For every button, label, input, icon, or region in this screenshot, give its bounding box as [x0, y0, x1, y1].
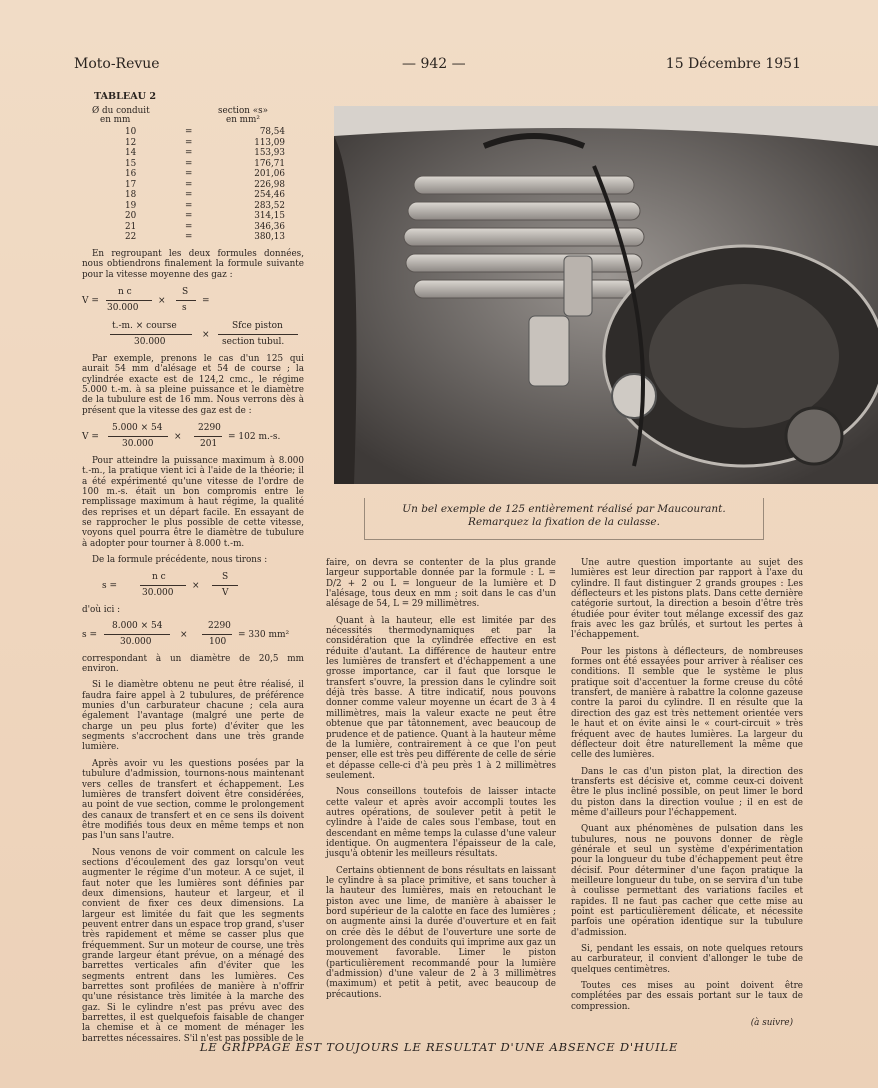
paragraph: d'où ici :: [82, 605, 121, 616]
table-row: [82, 159, 304, 170]
table-cell-equals: =: [185, 232, 193, 243]
table-col-diameter-unit: en mm: [100, 115, 131, 126]
column-1: [82, 92, 304, 1050]
formula-result: = 102 m.-s.: [228, 431, 281, 442]
formula-den: s: [182, 302, 187, 313]
table-cell-equals: =: [185, 148, 193, 159]
table-cell-diameter: 15: [125, 158, 137, 169]
table-cell-diameter: 21: [125, 221, 137, 232]
formula-num: n c: [118, 286, 132, 297]
formula-5: [82, 620, 304, 650]
formula-result: = 330 mm²: [238, 629, 290, 640]
formula-den: 30.000: [134, 336, 166, 347]
table-cell-diameter: 17: [125, 179, 137, 190]
paragraph: Si, pendant les essais, on note quelques retours au carburateur, il convient d'allonger le tube de quelques centimètres.: [571, 944, 803, 975]
paragraph: Dans le cas d'un piston plat, la direction des transferts est décisive et, comme ceux-ci doivent être le plus incliné possible, on peut limer le bord du piston dans la direction voulue ; il en est de même d'ailleurs pour l'échappement.: [571, 766, 803, 818]
paragraph: Après avoir vu les questions posées par la tubulure d'admission, tournons-nous maintenant vers celles de transfert et échappement. Les lumières de transfert doivent être considérées, au point de vue section, comme le prolongement des canaux de transfert et en ce sens ils doivent être modifiés tous deux en même temps et non pas l'un sans l'autre.: [82, 758, 304, 842]
paragraph: Pour atteindre la puissance maximum à 8.000 t.-m., la pratique vient ici à l'aide de la théorie; il a été expérimenté qu'une vitesse de l'ordre de 100 m.-s. était un bon compromis entre le remplissage maximum à haut régime, la qualité des reprises et un départ facile. En essayant de se rapprocher le plus possible de cette vitesse, voyons quel pourra être le diamètre de tubulure à adopter pour tourner à 8.000 t.-m.: [82, 455, 304, 549]
table-col-section: section «s»: [218, 106, 269, 117]
table-cell-diameter: 22: [125, 232, 137, 243]
formula-2: [82, 320, 304, 350]
formula-3: [82, 422, 304, 452]
page-footer-slogan: LE GRIPPAGE EST TOUJOURS LE RESULTAT D'UNE ABSENCE D'HUILE: [199, 1040, 679, 1054]
paragraph: faire, on devra se contenter de la plus grande largeur supportable donnée par la formule : L = D/2 + 2 ou L = longueur de la lumière et D l'alésage, tous deux en mm ; soit dans le cas d'un alésage de 54, L = 29 millimètres.: [326, 558, 556, 610]
paragraph: Si le diamètre obtenu ne peut être réalisé, il faudra faire appel à 2 tubulures, de préférence munies d'un carburateur chacune ; cela aura également l'avantage (malgré une perte de charge un peu plus forte) d'éviter que les segments s'accrochent dans une très grande lumière.: [82, 680, 304, 753]
table-row: [82, 138, 304, 149]
formula-den: 30.000: [120, 636, 152, 647]
caption-line: Un bel exemple de 125 entièrement réalisé par Maucourant.: [402, 503, 726, 515]
paragraph: Pour les pistons à déflecteurs, de nombreuses formes ont été essayées pour arriver à réaliser ces conditions. Il semble que le système le plus pratique soit d'accentuer la forme creuse du côté transfert, de manière à rabattre la colonne gazeuse contre la paroi du cylindre. Il en résulte que la direction des gaz est très nettement orientée vers le haut et on évite ainsi le « court-circuit » très fréquent avec de hautes lumières. La largeur du déflecteur doit être naturellement la même que celle des lumières.: [571, 646, 803, 761]
paragraph: Quant à la hauteur, elle est limitée par des nécessités thermodynamiques et par la considération que la cylindrée effective en est réduite d'autant. La différence de hauteur entre les lumières de transfert et d'échappement a une grosse importance, car il faut que lorsque le transfert s'ouvre, la pression dans le cylindre soit déjà très basse. A titre indicatif, nous pouvons donner comme valeur moyenne un écart de 3 à 4 millimètres, mais la valeur exacte ne peut être obtenue que par tâtonnement, avec beaucoup de prudence et de patience. Quant à la hauteur même de la lumière, contrairement à ce que l'on peut penser, elle est très peu différente de celle de série et dépasse celle-ci d'à peu près 1 à 2 millimètres seulement.: [326, 615, 556, 781]
paragraph: Toutes ces mises au point doivent être complétées par des essais portant sur le taux de compression.: [571, 981, 803, 1012]
formula-num: S: [182, 286, 189, 297]
table-cell-section: 314,15: [254, 211, 285, 222]
formula-lhs: s =: [82, 629, 98, 640]
table-cell-equals: =: [185, 169, 193, 180]
formula-times: ×: [202, 329, 210, 340]
paragraph: En regroupant les deux formules données, nous obtiendrons finalement la formule suivante pour la vitesse moyenne des gaz :: [82, 248, 304, 280]
formula-den: 100: [209, 636, 227, 647]
table-cell-section: 254,46: [254, 190, 285, 201]
table-row: [82, 148, 304, 159]
table-cell-equals: =: [185, 179, 193, 190]
formula-num: 8.000 × 54: [112, 620, 163, 631]
table-cell-diameter: 12: [125, 137, 137, 148]
photo-caption: [364, 498, 764, 540]
table-cell-diameter: 20: [125, 211, 137, 222]
table-cell-section: 201,06: [254, 169, 285, 180]
table-row: [82, 127, 304, 138]
issue-date: 15 Décembre 1951: [665, 56, 801, 72]
table-cell-section: 346,36: [254, 221, 285, 232]
formula-num: S: [222, 572, 229, 583]
formula-den: section tubul.: [222, 336, 285, 347]
table-cell-diameter: 18: [125, 190, 137, 201]
paragraph: Une autre question importante au sujet des lumières est leur direction par rapport à l'axe du cylindre. Il faut distinguer 2 grands groupes : Les déflecteurs et les pistons plats. Dans cette dernière catégorie surtout, la direction a besoin d'être très étudiée pour éviter tout mélange excessif des gaz frais avec les gaz brûlés, et surtout les pertes à l'échappement.: [571, 558, 803, 641]
table-cell-section: 113,09: [254, 137, 285, 148]
table-row: [82, 201, 304, 212]
table-cell-section: 380,13: [254, 232, 285, 243]
formula-times: ×: [192, 581, 200, 592]
formula-num: Sfce piston: [232, 320, 283, 331]
caption-line: Remarquez la fixation de la culasse.: [468, 516, 660, 528]
table-cell-diameter: 10: [125, 127, 137, 138]
formula-num: n c: [152, 572, 166, 583]
table-row: [82, 190, 304, 201]
table-cell-section: 78,54: [259, 127, 285, 138]
table-cell-diameter: 19: [125, 200, 137, 211]
magazine-title: Moto-Revue: [74, 56, 160, 72]
table-cell-section: 283,52: [254, 200, 285, 211]
table-cell-diameter: 16: [125, 169, 137, 180]
table-cell-section: 153,93: [254, 148, 285, 159]
paragraph: Nous venons de voir comment on calcule les sections d'écoulement des gaz lorsqu'on veut augmenter le régime d'un moteur. A ce sujet, il faut noter que les lumières sont définies par deux dimensions, hauteur et largeur, et il convient de fixer ces deux dimensions. La largeur est limitée du fait que les segments peuvent entrer dans un espace trop grand, s'user très rapidement et même se casser plus que fréquemment. Sur un moteur de course, une très grande largeur étant prévue, on a ménagé des barrettes verticales afin d'éviter que les segments entrent dans les lumières. Ces barrettes sont profilées de manière à n'offrir qu'une résistance très limitée à la marche des gaz. Si le cylindre n'est pas prévu avec des barrettes, il est quelquefois faisable de changer la chemise et à ce moment de ménager les barrettes nécessaires. S'il n'est pas possible de le: [82, 847, 304, 1044]
formula-equals: =: [202, 295, 210, 306]
table-row: [82, 169, 304, 180]
table-col-section-unit: en mm²: [226, 115, 260, 126]
table-cell-equals: =: [185, 221, 193, 232]
column-2: [326, 558, 556, 1006]
to-be-continued: (à suivre): [750, 1018, 793, 1029]
formula-times: ×: [158, 295, 166, 306]
formula-den: 30.000: [107, 302, 139, 313]
paragraph: De la formule précédente, nous tirons :: [92, 555, 268, 566]
table-cell-equals: =: [185, 200, 193, 211]
formula-lhs: V =: [82, 431, 99, 442]
formula-1: [82, 286, 304, 316]
table-cell-equals: =: [185, 190, 193, 201]
formula-lhs: s =: [102, 581, 118, 592]
formula-times: ×: [174, 431, 182, 442]
table-cell-equals: =: [185, 137, 193, 148]
table-col-diameter: Ø du conduit: [92, 106, 150, 117]
formula-num: 2290: [208, 620, 231, 631]
table-header: [82, 107, 304, 125]
paragraph: Nous conseillons toutefois de laisser intacte cette valeur et après avoir accompli toutes les autres opérations, de soulever petit à petit le cylindre à l'aide de cales sous l'embase, tout en descendant en même temps la culasse d'une valeur identique. On augmentera l'épaisseur de la cale, jusqu'à obtenir les meilleurs résultats.: [326, 787, 556, 860]
formula-4: [82, 571, 304, 601]
paragraph: Par exemple, prenons le cas d'un 125 qui aurait 54 mm d'alésage et 54 de course ; la cylindrée exacte est de 124,2 cmc., le régime 5.000 t.-m. à sa pleine puissance et le diamètre de la tubulure est de 16 mm. Nous verrons dès à présent que la vitesse des gaz est de :: [82, 353, 304, 416]
formula-den: 201: [200, 438, 218, 449]
table-cell-section: 226,98: [254, 179, 285, 190]
page-number: — 942 —: [402, 56, 466, 72]
formula-lhs: V =: [82, 295, 99, 306]
formula-den: 30.000: [122, 438, 154, 449]
table-cell-equals: =: [185, 211, 193, 222]
table-row: [82, 232, 304, 243]
table-cell-equals: =: [185, 127, 193, 138]
column-3: [571, 558, 803, 1028]
motorcycle-engine-photo: [334, 106, 878, 484]
paragraph: correspondant à un diamètre de 20,5 mm environ.: [82, 653, 304, 675]
table-cell-equals: =: [185, 158, 193, 169]
table-row: [82, 180, 304, 191]
table-title: TABLEAU 2: [94, 91, 157, 102]
formula-den: 30.000: [142, 588, 174, 599]
table-row: [82, 211, 304, 222]
table-row: [82, 222, 304, 233]
table-cell-diameter: 14: [125, 148, 137, 159]
paragraph: Certains obtiennent de bons résultats en laissant le cylindre à sa place primitive, et sans toucher à la hauteur des lumières, mais en retouchant le piston avec une lime, de manière à abaisser le bord supérieur de la calotte en face des lumières ; on augmente ainsi la durée d'ouverture et en fait on crée dès le début de l'ouverture une sorte de prolongement des conduits qui imprime aux gaz un mouvement favorable. Limer le piston (particulièrement recommandé pour la lumière d'admission) d'une valeur de 2 à 3 millimètres (maximum) et petit à petit, avec beaucoup de précautions.: [326, 865, 556, 1000]
formula-den: V: [222, 588, 229, 599]
formula-num: t.-m. × course: [112, 320, 177, 331]
table-cell-section: 176,71: [254, 158, 285, 169]
formula-num: 5.000 × 54: [112, 422, 163, 433]
table-body: [82, 127, 304, 243]
formula-num: 2290: [198, 422, 221, 433]
formula-times: ×: [180, 629, 188, 640]
engine-illustration: [334, 106, 878, 484]
paragraph: Quant aux phénomènes de pulsation dans les tubulures, nous ne pouvons donner de règle générale et seul un système d'expérimentation pour la longueur du tube d'échappement peut être décisif. Pour déterminer d'une façon pratique la meilleure longueur du tube, on se servira d'un tube à coulisse permettant des variations faciles et rapides. Il ne faut pas cacher que cette mise au point est particulièrement délicate, et nécessite parfois une opération identique sur la tubulure d'admission.: [571, 824, 803, 938]
